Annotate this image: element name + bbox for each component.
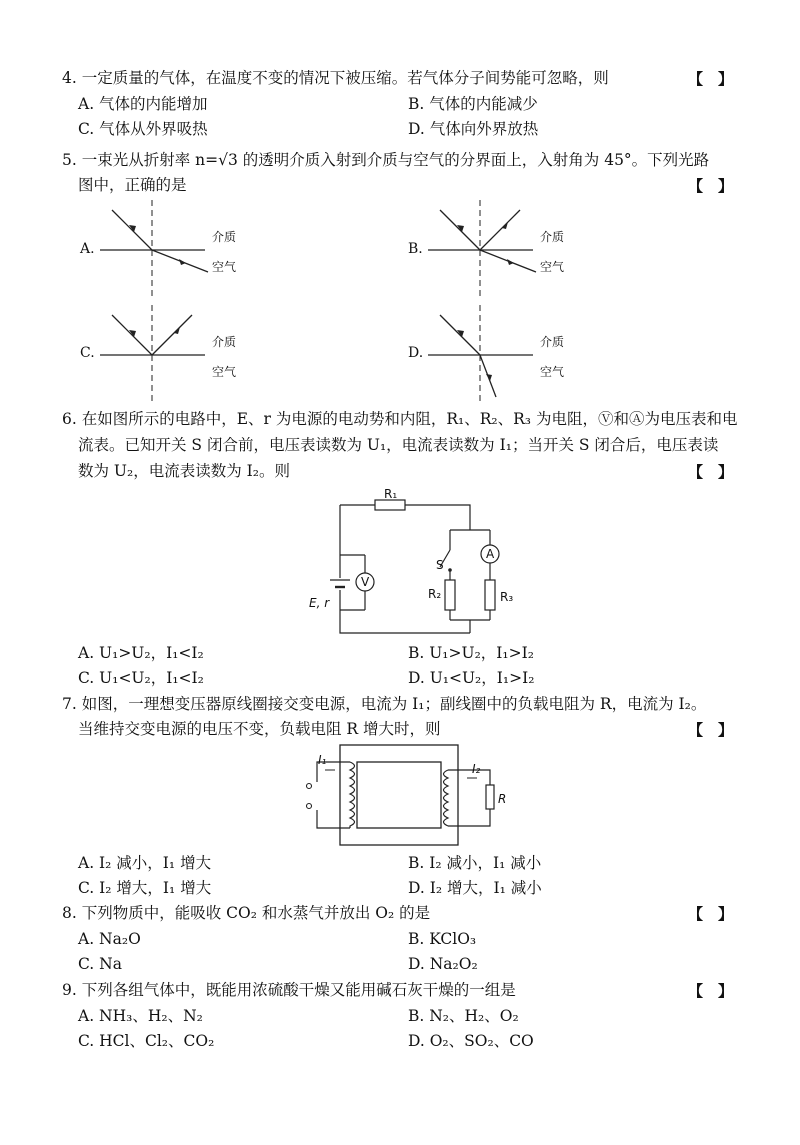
q6-label-r2: R₂ [428, 587, 442, 601]
q5-option-a-letter: A. [80, 241, 95, 257]
q5-a-air-label: 空气 [212, 260, 237, 274]
q4-option-b: B. 气体的内能减少 [408, 95, 538, 113]
q7-option-b: B. I₂ 减小，I₁ 减小 [408, 854, 542, 872]
q7-answer-bracket: 【 】 [688, 721, 734, 739]
q9-option-b: B. N₂、H₂、O₂ [408, 1007, 519, 1025]
q5-diagram-a [100, 200, 260, 300]
q5-option-c-letter: C. [80, 345, 95, 361]
q5-answer-bracket: 【 】 [688, 177, 734, 195]
q9-stem-line-1: 9. 下列各组气体中，既能用浓硫酸干燥又能用碱石灰干燥的一组是 [62, 981, 516, 999]
q7-label-i1: I₁ [318, 753, 327, 767]
q7-label-r: R [498, 792, 507, 806]
q5-diagram-b [428, 200, 588, 300]
q5-b-medium-label: 介质 [540, 230, 565, 244]
q4-option-c: C. 气体从外界吸热 [78, 120, 208, 138]
q6-voltmeter-symbol: V [361, 575, 370, 589]
q6-stem-line-3: 数为 U₂，电流表读数为 I₂。则 [78, 462, 290, 480]
q6-label-r3: R₃ [500, 590, 514, 604]
q6-label-switch: S [436, 558, 444, 572]
q4-option-d: D. 气体向外界放热 [408, 120, 539, 138]
q5-stem-line-1: 5. 一束光从折射率 n=√3 的透明介质入射到介质与空气的分界面上，入射角为 45°。下列光路 [62, 151, 710, 169]
q8-stem-line-1: 8. 下列物质中，能吸收 CO₂ 和水蒸气并放出 O₂ 的是 [62, 904, 431, 922]
q9-option-c: C. HCl、Cl₂、CO₂ [78, 1032, 215, 1050]
q7-option-c: C. I₂ 增大，I₁ 增大 [78, 879, 212, 897]
q5-b-air-label: 空气 [540, 260, 565, 274]
q4-stem-line-1: 4. 一定质量的气体，在温度不变的情况下被压缩。若气体分子间势能可忽略，则 [62, 69, 609, 87]
q7-option-d: D. I₂ 增大，I₁ 减小 [408, 879, 542, 897]
q9-answer-bracket: 【 】 [688, 982, 734, 1000]
q6-label-r1: R₁ [384, 487, 398, 501]
q8-option-d: D. Na₂O₂ [408, 955, 478, 973]
q6-ammeter-symbol: A [486, 547, 495, 561]
q6-option-a: A. U₁>U₂，I₁<I₂ [78, 644, 204, 662]
q9-option-d: D. O₂、SO₂、CO [408, 1032, 534, 1050]
q8-answer-bracket: 【 】 [688, 905, 734, 923]
q7-stem-line-1: 7. 如图，一理想变压器原线圈接交变电源，电流为 I₁；副线圈中的负载电阻为 R，电流为 I₂。 [62, 695, 707, 713]
q5-d-air-label: 空气 [540, 365, 565, 379]
q6-answer-bracket: 【 】 [688, 463, 734, 481]
q5-d-medium-label: 介质 [540, 335, 565, 349]
q7-label-i2: I₂ [472, 762, 481, 776]
q5-diagram-d [428, 305, 588, 405]
q9-option-a: A. NH₃、H₂、N₂ [78, 1007, 203, 1025]
q5-c-medium-label: 介质 [212, 335, 237, 349]
q8-option-a: A. Na₂O [78, 930, 141, 948]
q5-option-d-letter: D. [408, 345, 424, 361]
q5-stem-line-2: 图中，正确的是 [78, 176, 187, 194]
q6-option-c: C. U₁<U₂，I₁<I₂ [78, 669, 204, 687]
q6-label-source: E, r [309, 596, 330, 610]
q6-option-b: B. U₁>U₂，I₁>I₂ [408, 644, 534, 662]
q8-option-c: C. Na [78, 955, 122, 973]
q6-stem-line-2: 流表。已知开关 S 闭合前，电压表读数为 U₁，电流表读数为 I₁；当开关 S 闭合后，电压表读 [78, 436, 719, 454]
q6-option-d: D. U₁<U₂，I₁>I₂ [408, 669, 535, 687]
q8-option-b: B. KClO₃ [408, 930, 477, 948]
q5-a-medium-label: 介质 [212, 230, 237, 244]
q5-diagram-c [100, 305, 260, 405]
q6-stem-line-1: 6. 在如图所示的电路中，E、r 为电源的电动势和内阻，R₁、R₂、R₃ 为电阻，Ⓥ和Ⓐ为电压表和电 [62, 410, 738, 428]
q5-c-air-label: 空气 [212, 365, 237, 379]
q4-answer-bracket: 【 】 [688, 70, 734, 88]
q6-circuit-diagram [300, 485, 530, 635]
q4-option-a: A. 气体的内能增加 [78, 95, 208, 113]
q7-transformer-diagram [295, 740, 505, 850]
q7-stem-line-2: 当维持交变电源的电压不变，负载电阻 R 增大时，则 [78, 720, 441, 738]
q5-option-b-letter: B. [408, 241, 423, 257]
q7-option-a: A. I₂ 减小，I₁ 增大 [78, 854, 212, 872]
